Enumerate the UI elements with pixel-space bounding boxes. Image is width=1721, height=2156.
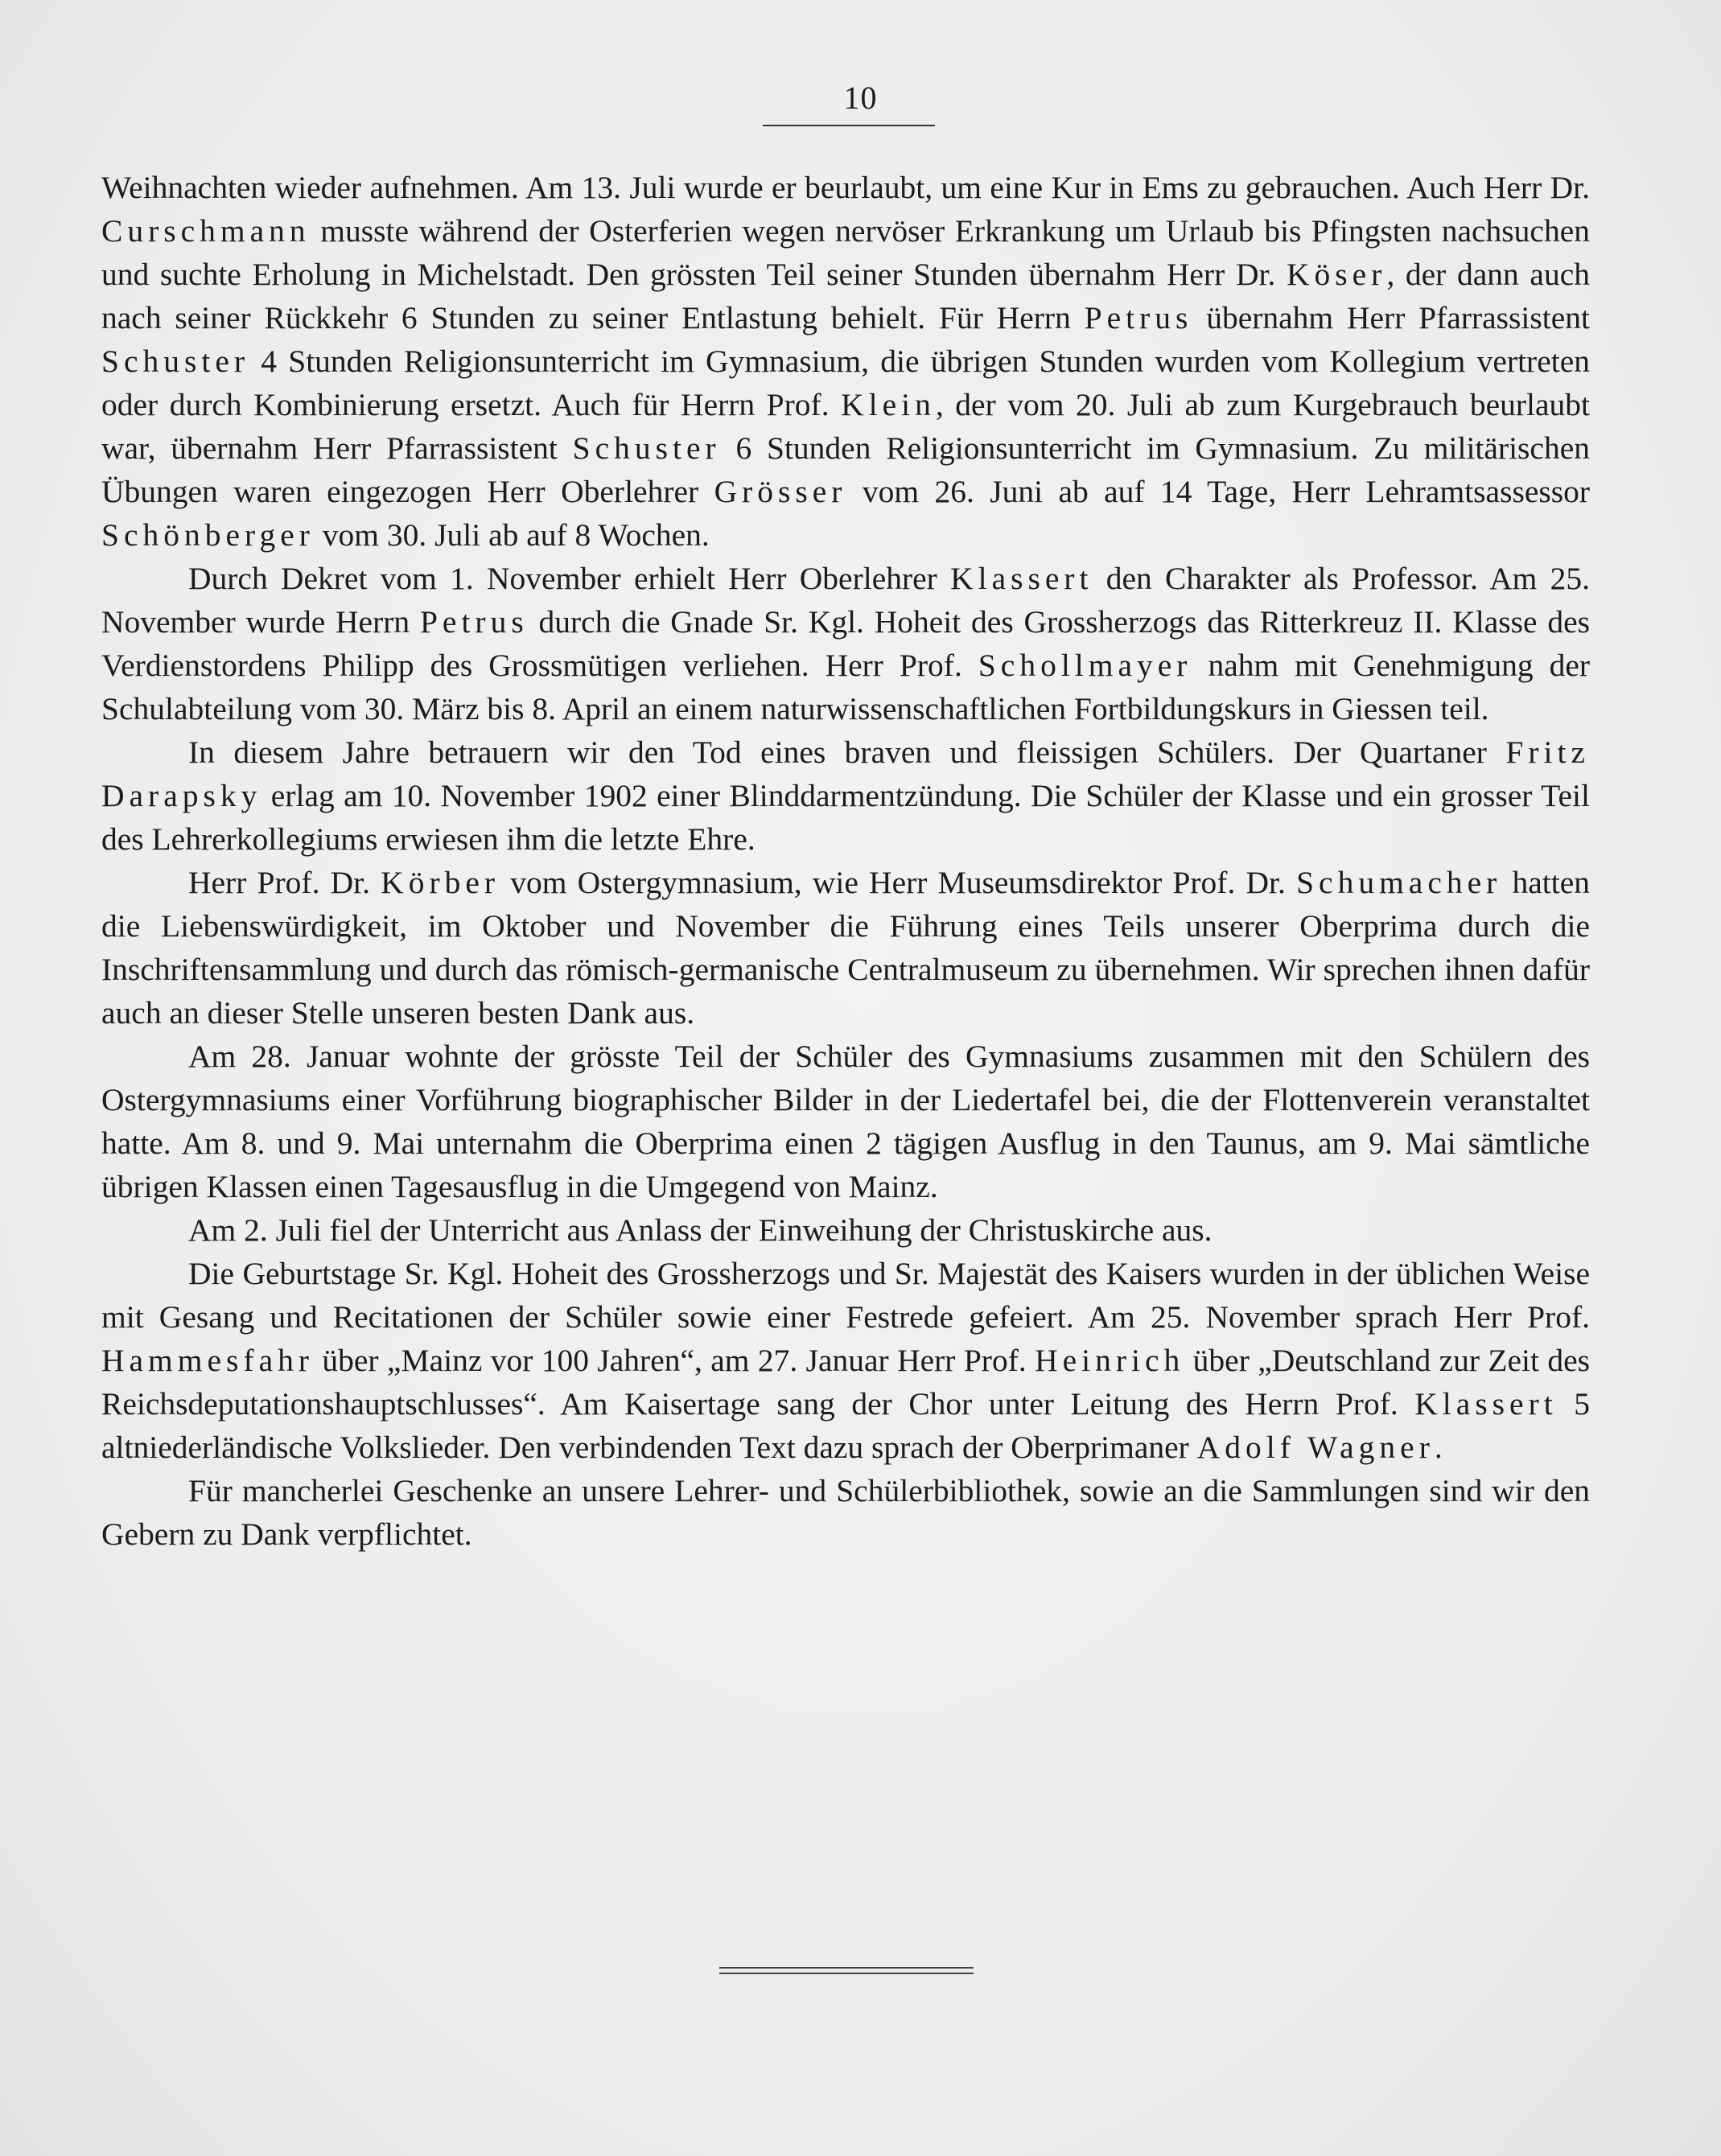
body-text (101, 166, 1590, 1556)
text-run: Am 2. Juli fiel der Unterricht aus Anlass der Einweihung der Christuskirche aus. (188, 1212, 1213, 1248)
spaced-name: Hammesfahr (101, 1343, 314, 1378)
text-run: den Charakter als Professor. Am 25. November wurde Herrn (101, 561, 1591, 640)
spaced-name: Klassert (950, 561, 1093, 596)
spaced-name: Petrus (1084, 300, 1193, 335)
spaced-name: Grösser (714, 474, 847, 509)
paragraph (101, 1035, 1590, 1208)
text-run: Weihnachten wieder aufnehmen. Am 13. Juli wurde er beurlaubt, um eine Kur in Ems zu gebrauchen. Auch Herr Dr. (101, 170, 1590, 205)
spaced-name: Köser (1286, 257, 1387, 292)
text-run: 6 Stunden Religionsunterricht im Gymnasium. Zu militärischen Übungen waren eingezogen Herr Oberlehrer (101, 430, 1590, 509)
text-run: über „Mainz vor 100 Jahren“, am 27. Januar Herr Prof. (314, 1343, 1035, 1378)
end-rule-top (719, 1967, 974, 1969)
text-run: Die Geburtstage Sr. Kgl. Hoheit des Grossherzogs und Sr. Majestät des Kaisers wurden in der üblichen Weise mit Gesang und Recitationen der Schüler sowie einer Festrede gefeiert. Am 25. November sprach Herr Prof. (101, 1256, 1590, 1335)
text-run: 5 altniederländische Volkslieder. Den verbindenden Text dazu sprach der Oberprimaner (101, 1386, 1591, 1465)
text-run: Für mancherlei Geschenke an unsere Lehrer- und Schülerbibliothek, sowie an die Sammlungen sind wir den Gebern zu Dank verpflichtet. (101, 1473, 1590, 1552)
text-run: , der vom 20. Juli ab zum Kurgebrauch beurlaubt war, übernahm Herr Pfarrassistent (101, 387, 1591, 466)
page-number-rule (763, 125, 935, 126)
text-run: vom 26. Juni ab auf 14 Tage, Herr Lehramtsassessor (846, 474, 1590, 509)
spaced-name: Heinrich (1035, 1343, 1185, 1378)
paragraph (101, 861, 1590, 1035)
text-run: 4 Stunden Religionsunterricht im Gymnasium, die übrigen Stunden wurden vom Kollegium vertreten oder durch Kombinierung ersetzt. Auch für Herrn Prof. (101, 344, 1590, 422)
spaced-name: Fritz Darapsky (101, 734, 1590, 813)
spaced-name: Klassert (1414, 1386, 1558, 1422)
paragraph (101, 166, 1590, 557)
spaced-name: Curschmann (101, 213, 311, 249)
spaced-name: Klein (841, 387, 936, 422)
spaced-name: Petrus (419, 604, 529, 640)
spaced-name: Schollmayer (978, 648, 1192, 683)
paragraph (101, 1208, 1590, 1252)
text-run: über „Deutschland zur Zeit des Reichsdeputationshauptschlusses“. Am Kaisertage sang der Chor unter Leitung des Herrn Prof. (101, 1343, 1591, 1422)
paragraph (101, 1469, 1590, 1556)
paragraph (101, 1252, 1590, 1469)
text-run: erlag am 10. November 1902 einer Blinddarmentzündung. Die Schüler der Klasse und ein grosser Teil des Lehrerkollegiums erwiesen ihm die letzte Ehre. (101, 778, 1590, 857)
text-run: hatten die Liebenswürdigkeit, im Oktober und November die Führung eines Teils unserer Oberprima durch die Inschriftensammlung und durch das römisch-germanische Centralmuseum zu übernehmen. Wir sprechen ihnen dafür auch an dieser Stelle unseren besten Dank aus. (101, 865, 1590, 1031)
text-run: übernahm Herr Pfarrassistent (1192, 300, 1590, 335)
spaced-name: Schönberger (101, 517, 315, 553)
text-run: Am 28. Januar wohnte der grösste Teil der Schüler des Gymnasiums zusammen mit den Schülern des Ostergymnasiums einer Vorführung biographischer Bilder in der Liedertafel bei, die der Flottenverein veranstaltet hatte. Am 8. und 9. Mai unternahm die Oberprima einen 2 tägigen Ausflug in den Taunus, am 9. Mai sämtliche übrigen Klassen einen Tagesausflug in die Umgegend von Mainz. (101, 1039, 1590, 1204)
text-run: , der dann auch nach seiner Rückkehr 6 Stunden zu seiner Entlastung behielt. Für Herrn (101, 257, 1590, 335)
paragraph (101, 730, 1590, 861)
spaced-name: Schuster (101, 344, 250, 379)
spaced-name: Schuster (572, 430, 721, 466)
spaced-name: Körber (381, 865, 500, 900)
text-run: durch die Gnade Sr. Kgl. Hoheit des Grossherzogs das Ritterkreuz II. Klasse des Verdienstordens Philipp des Grossmütigen verliehen. Herr Prof. (101, 604, 1590, 683)
text-run: vom 30. Juli ab auf 8 Wochen. (314, 517, 710, 553)
paragraph (101, 557, 1590, 730)
spaced-name: Adolf Wagner (1196, 1430, 1435, 1465)
text-run: Durch Dekret vom 1. November erhielt Herr Oberlehrer (188, 561, 951, 596)
text-run: Herr Prof. Dr. (188, 865, 381, 900)
end-rule-bottom (719, 1973, 974, 1974)
text-run: . (1434, 1430, 1443, 1465)
text-run: nahm mit Genehmigung der Schulabteilung vom 30. März bis 8. April an einem naturwissenschaftlichen Fortbildungskurs in Giessen teil. (101, 648, 1591, 726)
spaced-name: Schumacher (1296, 865, 1502, 900)
text-run: In diesem Jahre betrauern wir den Tod eines braven und fleissigen Schülers. Der Quartaner (188, 734, 1506, 770)
text-run: musste während der Osterferien wegen nervöser Erkrankung um Urlaub bis Pfingsten nachsuchen und suchte Erholung in Michelstadt. Den grössten Teil seiner Stunden übernahm Herr Dr. (101, 213, 1590, 292)
text-run: vom Ostergymnasium, wie Herr Museumsdirektor Prof. Dr. (500, 865, 1297, 900)
page-number: 10 (843, 80, 878, 116)
